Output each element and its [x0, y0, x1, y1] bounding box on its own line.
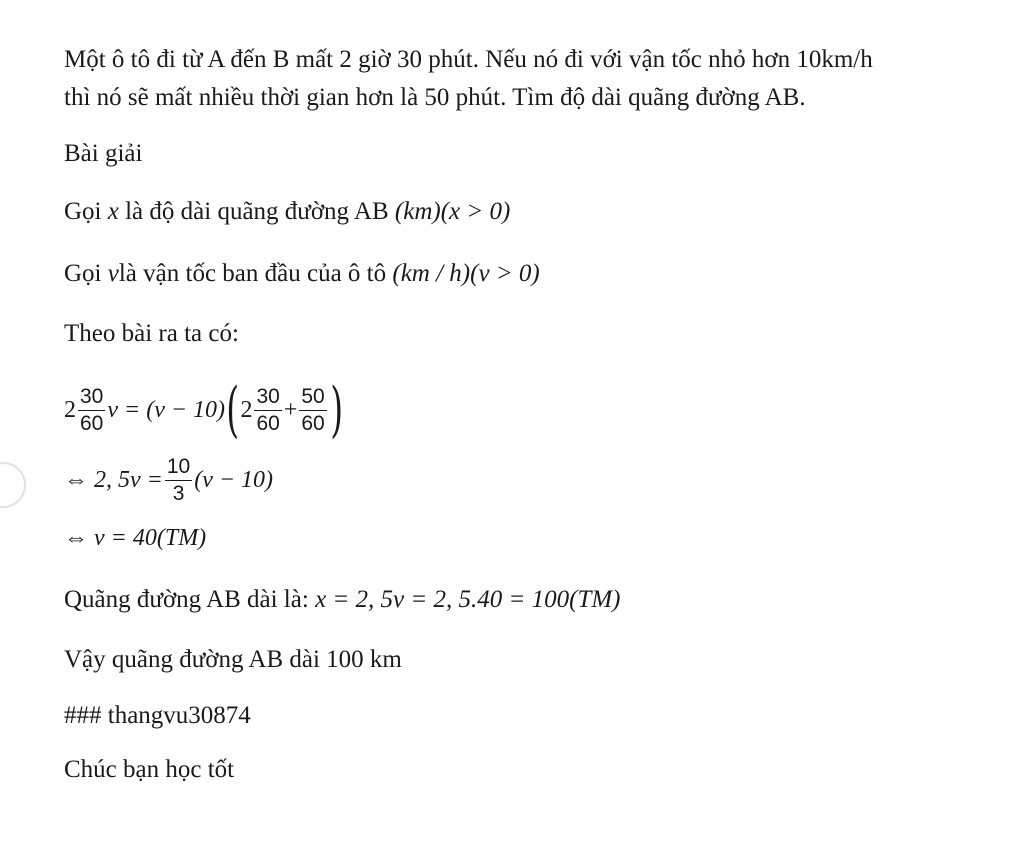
problem-line-1: Một ô tô đi từ A đến B mất 2 giờ 30 phút. Nếu nó đi với vận tốc nhỏ hơn 10km/h — [64, 46, 873, 73]
equation-2 — [64, 454, 273, 507]
eq1-whole-1: 2 — [64, 396, 76, 423]
def-x-prefix: Gọi — [64, 198, 108, 225]
result-line — [64, 584, 621, 616]
definition-x — [64, 196, 510, 228]
def-x-unit: (km) — [394, 198, 441, 225]
eq1-numerator-1: 30 — [78, 384, 105, 411]
eq2-fraction — [165, 454, 192, 507]
equation-3: ⇔ v = 40(TM) — [64, 525, 207, 551]
author-line: ### thangvu30874 — [64, 702, 251, 729]
eq1-whole-2: 2 — [240, 396, 253, 423]
result-expression: x = 2, 5v = 2, 5.40 = 100(TM) — [315, 586, 621, 613]
def-v-text: là vận tốc ban đầu của ô tô — [118, 260, 387, 287]
eq1-denominator-1: 60 — [80, 411, 104, 435]
problem-line-2: thì nó sẽ mất nhiều thời gian hơn là 50 phút. Tìm độ dài quãng đường AB. — [64, 84, 806, 111]
def-x-variable: x — [107, 198, 119, 225]
eq1-fraction-3 — [299, 384, 326, 437]
intro-line: Theo bài ra ta có: — [64, 320, 239, 347]
def-v-prefix: Gọi — [64, 260, 108, 287]
solution-heading: Bài giải — [64, 140, 143, 167]
def-v-condition: (v > 0) — [470, 260, 540, 287]
closing-line: Chúc bạn học tốt — [64, 756, 235, 783]
eq1-denominator-2: 60 — [256, 411, 280, 435]
def-x-condition: (x > 0) — [440, 198, 511, 225]
eq1-numerator-2: 30 — [254, 384, 281, 411]
def-v-variable: v — [107, 260, 119, 287]
eq1-right-paren: ) — [330, 375, 343, 445]
definition-v — [64, 258, 540, 290]
eq2-suffix: (v − 10) — [194, 467, 274, 493]
eq2-numerator: 10 — [165, 454, 192, 481]
eq2-prefix: ⇔ 2, 5v = — [64, 467, 163, 493]
eq1-left-paren: ( — [226, 375, 240, 445]
eq1-numerator-3: 50 — [299, 384, 326, 411]
eq1-middle: v = (v − 10) — [107, 396, 226, 423]
def-x-text: là độ dài quãng đường AB — [125, 198, 389, 225]
eq2-denominator: 3 — [172, 482, 185, 505]
def-v-unit: (km / h) — [392, 260, 471, 287]
eq1-plus: + — [283, 396, 298, 423]
eq1-denominator-3: 60 — [301, 411, 325, 435]
result-label: Quãng đường AB dài là: — [64, 586, 309, 613]
page-edge-circle — [0, 462, 26, 508]
eq1-fraction-2 — [254, 384, 281, 437]
conclusion-line: Vậy quãng đường AB dài 100 km — [64, 646, 402, 673]
eq1-fraction-1 — [78, 384, 105, 437]
equation-1 — [64, 375, 344, 445]
